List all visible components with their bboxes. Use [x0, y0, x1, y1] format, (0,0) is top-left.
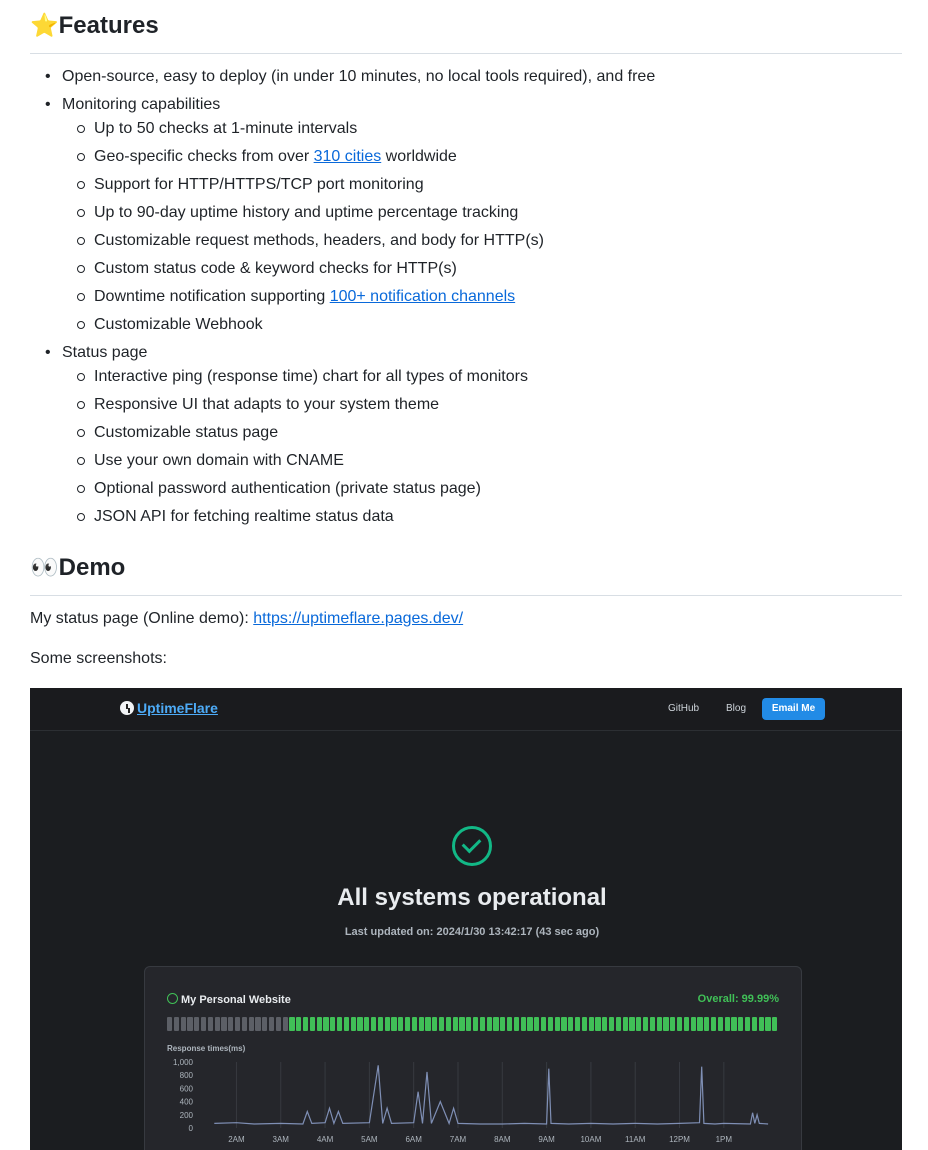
demo-heading [30, 553, 902, 596]
y-tick-label: 0 [188, 1124, 193, 1133]
y-tick-label: 800 [179, 1071, 193, 1081]
list-item: Customizable status page [94, 424, 279, 441]
x-tick-label: 10AM [580, 1135, 602, 1144]
last-updated: Last updated on: 2024/1/30 13:42:17 (43 sec ago) [344, 926, 600, 938]
y-tick-label: 200 [179, 1110, 193, 1120]
features-heading-text: Features [58, 12, 159, 39]
list-item-text: worldwide [381, 148, 457, 165]
status-title: All systems operational [337, 884, 607, 911]
list-item [94, 287, 515, 307]
list-item-text: Geo-specific checks from over [94, 148, 314, 165]
monitor-name-text: My Personal Website [181, 994, 291, 1006]
monitor-card [144, 966, 802, 1150]
notification-channels-link[interactable]: 100+ notification channels [329, 288, 516, 305]
list-item [94, 147, 457, 167]
screenshot-navbar [30, 688, 902, 731]
list-item: JSON API for fetching realtime status data [94, 508, 394, 525]
y-tick-label: 1,000 [172, 1058, 193, 1067]
x-tick-label: 8AM [494, 1135, 511, 1144]
x-tick-label: 11AM [625, 1135, 646, 1144]
x-tick-label: 3AM [272, 1135, 289, 1144]
list-item: Up to 90-day uptime history and uptime percentage tracking [94, 204, 519, 221]
x-tick-label: 5AM [361, 1135, 378, 1144]
demo-paragraph [30, 609, 463, 629]
list-item: Support for HTTP/HTTPS/TCP port monitoring [94, 176, 424, 193]
x-tick-label: 4AM [316, 1135, 334, 1144]
list-item: Use your own domain with CNAME [94, 452, 344, 469]
brand-name: UptimeFlare [137, 700, 218, 716]
response-times-label: Response times(ms) [167, 1044, 246, 1053]
x-tick-label: 6AM [405, 1135, 422, 1144]
list-item: Custom status code & keyword checks for HTTP(s) [94, 260, 457, 277]
cities-link[interactable]: 310 cities [313, 148, 382, 165]
list-item: Optional password authentication (private status page) [94, 480, 481, 497]
email-me-button: Email Me [762, 698, 825, 720]
x-tick-label: 7AM [449, 1135, 467, 1144]
eyes-icon: 👀 [30, 555, 59, 581]
nav-blog: Blog [726, 703, 747, 714]
demo-link[interactable]: https://uptimeflare.pages.dev/ [253, 610, 464, 627]
star-icon: ⭐ [30, 13, 59, 39]
response-chart [145, 967, 801, 1150]
clock-icon [120, 701, 134, 715]
demo-heading-text: Demo [58, 554, 126, 581]
screenshot-image [30, 688, 902, 1150]
brand-link [120, 700, 218, 716]
overall-uptime: Overall: 99.99% [697, 993, 779, 1005]
list-item: • Monitoring capabilities [62, 95, 220, 115]
x-tick-label: 12PM [669, 1135, 690, 1144]
x-tick-label: 9AM [538, 1135, 555, 1144]
list-item: Interactive ping (response time) chart for all types of monitors [94, 368, 528, 385]
demo-text: My status page (Online demo): [30, 610, 254, 627]
list-item: • Open-source, easy to deploy (in under 10 minutes, no local tools required), and free [62, 67, 655, 87]
response-time-series [214, 1065, 768, 1124]
list-item: • Status page [62, 343, 147, 363]
list-item: Customizable Webhook [94, 316, 263, 333]
y-tick-label: 600 [179, 1084, 193, 1094]
list-item: Up to 50 checks at 1-minute intervals [94, 120, 358, 137]
screenshots-label: Some screenshots: [30, 650, 167, 667]
y-tick-label: 400 [179, 1097, 193, 1107]
list-item-text: Downtime notification supporting [94, 288, 330, 305]
list-item: Customizable request methods, headers, and body for HTTP(s) [94, 232, 544, 249]
features-heading [30, 11, 902, 54]
check-circle-icon [452, 826, 492, 866]
x-tick-label: 2AM [228, 1135, 245, 1144]
x-tick-label: 1PM [715, 1135, 733, 1144]
nav-github: GitHub [668, 703, 700, 714]
list-item: Responsive UI that adapts to your system theme [94, 396, 440, 413]
